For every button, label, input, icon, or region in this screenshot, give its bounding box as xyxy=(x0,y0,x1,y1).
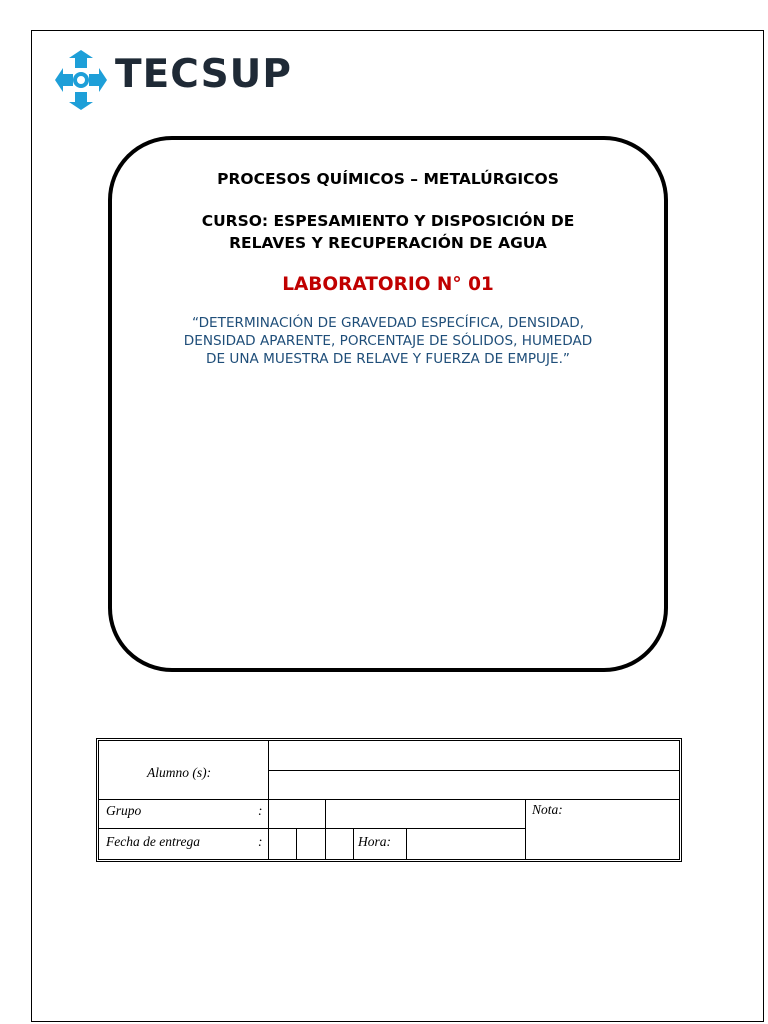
table-rule xyxy=(325,799,326,859)
table-rule xyxy=(99,799,679,800)
hora-label: Hora: xyxy=(358,834,391,849)
table-rule xyxy=(268,770,679,771)
nota-label: Nota: xyxy=(532,802,563,817)
subtitle-line: “DETERMINACIÓN DE GRAVEDAD ESPECÍFICA, DENSIDAD, xyxy=(191,315,585,331)
table-rule xyxy=(353,828,354,859)
grupo-colon: : xyxy=(258,803,263,818)
lab-title: LABORATORIO N° 01 xyxy=(282,274,494,295)
table-rule xyxy=(99,828,525,829)
course-line: RELAVES Y RECUPERACIÓN DE AGUA xyxy=(229,234,547,252)
table-rule xyxy=(525,799,526,859)
cover-title-box xyxy=(108,136,668,672)
table-rule xyxy=(406,828,407,859)
table-rule xyxy=(296,828,297,859)
alumno-label: Alumno (s): xyxy=(147,765,212,780)
tecsup-logo xyxy=(53,48,292,114)
lab-subtitle xyxy=(136,314,640,368)
subtitle-line: DE UNA MUESTRA DE RELAVE Y FUERZA DE EMPUJE.” xyxy=(206,351,570,367)
grupo-label: Grupo xyxy=(106,803,142,818)
logo-text: TECSUP xyxy=(115,52,292,97)
subtitle-line: DENSIDAD APARENTE, PORCENTAJE DE SÓLIDOS, HUMEDAD xyxy=(183,333,593,349)
course-title xyxy=(112,210,664,254)
tecsup-arrows-logo-icon xyxy=(53,48,109,112)
course-line: CURSO: ESPESAMIENTO Y DISPOSICIÓN DE xyxy=(201,212,575,230)
program-title: PROCESOS QUÍMICOS – METALÚRGICOS xyxy=(217,170,559,188)
table-rule xyxy=(268,799,269,859)
student-info-table xyxy=(96,738,682,862)
table-rule xyxy=(268,741,269,799)
fecha-label: Fecha de entrega xyxy=(106,834,200,849)
fecha-colon: : xyxy=(258,834,263,849)
